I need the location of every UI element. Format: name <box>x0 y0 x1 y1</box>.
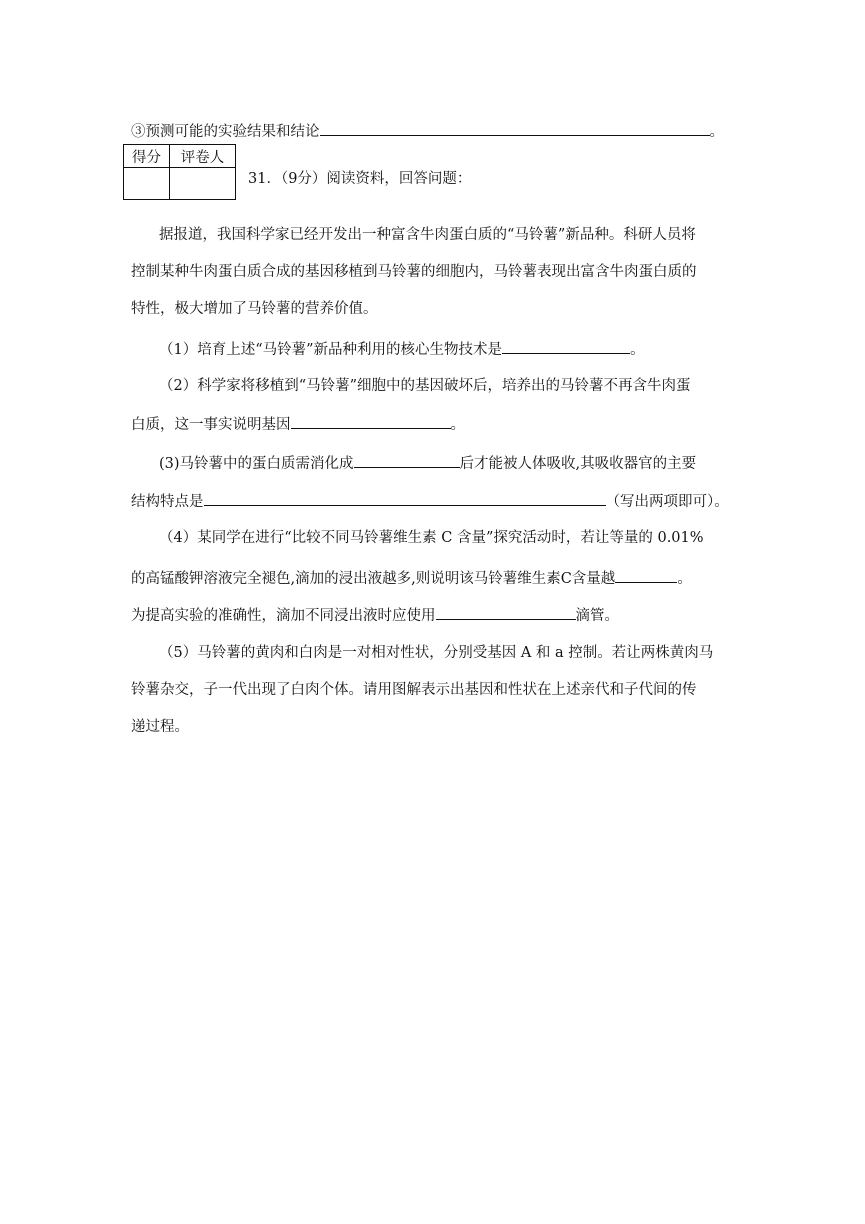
item3-label: ③预测可能的实验结果和结论 <box>131 124 320 140</box>
q2-line-1: （2）科学家将移植到“马铃薯”细胞中的基因破坏后，培养出的马铃薯不再含牛肉蛋 <box>159 378 691 394</box>
q4-line-1: （4）某同学在进行“比较不同马铃薯维生素 C 含量”探究活动时，若让等量的 0.01% <box>159 530 704 546</box>
score-table <box>123 144 236 200</box>
score-header: 得分 <box>124 145 170 168</box>
q4-line-2: 的高锰酸钾溶液完全褪色,滴加的浸出液越多,则说明该马铃薯维生素C含量越 。 <box>131 567 692 589</box>
q5-line-2: 铃薯杂交，子一代出现了白肉个体。请用图解表示出基因和性状在上述亲代和子代间的传 <box>131 682 697 698</box>
q1-text: （1）培育上述“马铃薯”新品种利用的核心生物技术是 <box>159 342 503 358</box>
score-cell[interactable] <box>124 168 170 200</box>
q2-answer-blank[interactable] <box>291 413 451 429</box>
q1-answer-blank[interactable] <box>502 338 630 354</box>
q3-answer-blank-1[interactable] <box>354 452 460 468</box>
q3-line-2: 结构特点是 （写出两项即可）。 <box>131 490 729 512</box>
q4-line-3: 为提高实验的准确性，滴加不同浸出液时应使用 滴管。 <box>131 604 619 626</box>
q4-answer-blank-1[interactable] <box>615 567 677 583</box>
item3-line: ③预测可能的实验结果和结论 。 <box>131 120 724 142</box>
q5-line-3: 递过程。 <box>131 719 189 735</box>
q5-line-1: （5）马铃薯的黄肉和白肉是一对相对性状，分别受基因 A 和 a 控制。若让两株黄肉马 <box>159 645 714 661</box>
passage-line-1: 据报道，我国科学家已经开发出一种富含牛肉蛋白质的“马铃薯”新品种。科研人员将 <box>159 227 696 243</box>
q3-line-1: (3)马铃薯中的蛋白质需消化成 后才能被人体吸收,其吸收器官的主要 <box>159 452 696 474</box>
q3-answer-blank-2[interactable] <box>204 490 606 506</box>
q1-line: （1）培育上述“马铃薯”新品种利用的核心生物技术是 。 <box>159 338 645 360</box>
question-title: 31．（9分）阅读资料，回答问题： <box>248 171 472 187</box>
item3-answer-blank[interactable] <box>320 120 710 136</box>
q4-answer-blank-2[interactable] <box>436 604 576 620</box>
grader-header: 评卷人 <box>170 145 236 168</box>
grader-cell[interactable] <box>170 168 236 200</box>
q2-line-2: 白质，这一事实说明基因 。 <box>131 413 465 435</box>
passage-line-2: 控制某种牛肉蛋白质合成的基因移植到马铃薯的细胞内，马铃薯表现出富含牛肉蛋白质的 <box>131 264 697 280</box>
passage-line-3: 特性，极大增加了马铃薯的营养价值。 <box>131 301 378 317</box>
